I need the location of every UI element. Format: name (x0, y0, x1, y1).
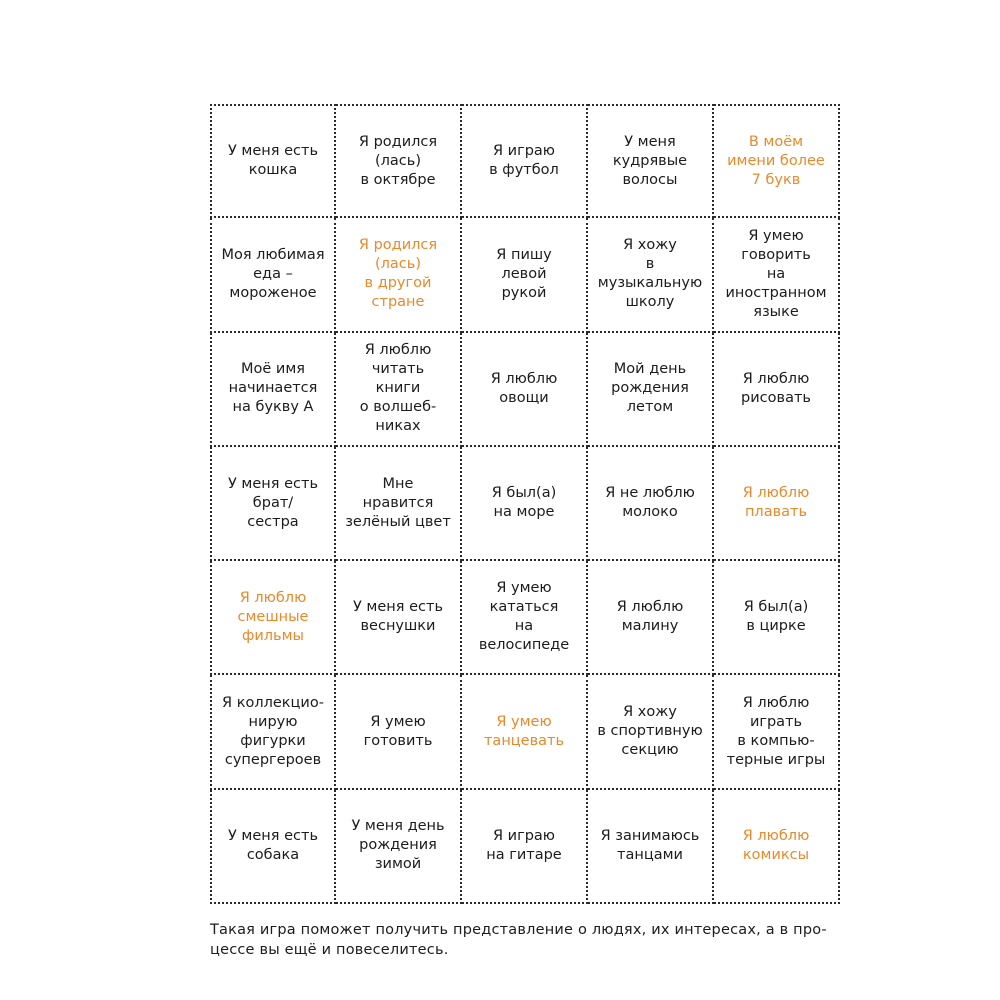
bingo-cell-text: Я люблю овощи (490, 370, 558, 406)
bingo-cell (588, 333, 714, 447)
bingo-cell (462, 104, 588, 218)
bingo-cell-text: Я играю в футбол (489, 143, 559, 179)
bingo-cell (336, 218, 462, 332)
bingo-cell-text: У меня есть веснушки (352, 599, 443, 635)
bingo-cell-text: У меня есть собака (227, 827, 318, 863)
bingo-cell-text: Я умею кататься на велосипеде (478, 580, 570, 654)
bingo-cell-text: Я люблю малину (616, 599, 684, 635)
bingo-cell-text: Я умею говорить на иностранном языке (725, 227, 827, 320)
bingo-cell (588, 675, 714, 789)
bingo-cell (210, 333, 336, 447)
bingo-cell-text: Я был(а) на море (491, 485, 557, 521)
bingo-cell-text: Я не люблю молоко (605, 485, 695, 521)
bingo-cell (588, 790, 714, 904)
bingo-cell-text: У меня есть брат/ сестра (227, 475, 318, 530)
bingo-cell (210, 447, 336, 561)
bingo-cell (462, 561, 588, 675)
bingo-cell-text: Я родился (лась) в октябре (358, 133, 438, 188)
bingo-cell-text: Мне нравится зелёный цвет (345, 475, 451, 530)
bingo-cell-text: Я родился (лась) в другой стране (358, 237, 438, 311)
bingo-cell-text: Я был(а) в цирке (743, 599, 809, 635)
bingo-cell-text: Я умею готовить (363, 713, 433, 749)
bingo-cell-text: В моём имени более 7 букв (727, 133, 825, 188)
bingo-cell (588, 218, 714, 332)
bingo-cell (210, 218, 336, 332)
bingo-cell-text: У меня есть кошка (227, 143, 318, 179)
bingo-cell-text: У меня день рождения зимой (351, 818, 445, 873)
bingo-cell (714, 333, 840, 447)
bingo-cell-text: У меня кудрявые волосы (612, 133, 688, 188)
bingo-cell-text: Моя любимая еда – мороженое (221, 246, 325, 301)
bingo-cell-text: Я играю на гитаре (486, 827, 562, 863)
bingo-cell (462, 790, 588, 904)
bingo-cell (210, 790, 336, 904)
bingo-cell (462, 675, 588, 789)
bingo-grid (210, 104, 840, 904)
bingo-cell-text: Я хожу в музыкальную школу (597, 237, 703, 311)
bingo-cell-text: Я пишу левой рукой (496, 246, 552, 301)
bingo-cell-text: Я хожу в спортивную секцию (597, 704, 703, 759)
bingo-cell-text: Я коллекцио- нирую фигурки супергероев (222, 694, 324, 768)
bingo-cell (714, 790, 840, 904)
bingo-cell (336, 447, 462, 561)
bingo-cell-text: Моё имя начинается на букву А (228, 361, 318, 416)
bingo-cell (714, 218, 840, 332)
bingo-cell (336, 333, 462, 447)
bingo-cell-text: Я люблю играть в компью- терные игры (726, 694, 826, 768)
bingo-cell-text: Я люблю рисовать (741, 370, 811, 406)
bingo-cell (714, 561, 840, 675)
bingo-cell-text: Я люблю смешные фильмы (237, 589, 309, 644)
bingo-cell-text: Я люблю читать книги о волшеб- никах (359, 342, 437, 435)
bingo-cell-text: Мой день рождения летом (611, 361, 689, 416)
bingo-cell-text: Я люблю плавать (742, 485, 810, 521)
bingo-cell (336, 675, 462, 789)
bingo-cell (210, 561, 336, 675)
bingo-cell (462, 218, 588, 332)
bingo-cell (210, 104, 336, 218)
bingo-cell (714, 447, 840, 561)
bingo-cell (588, 104, 714, 218)
bingo-cell (714, 675, 840, 789)
bingo-cell (588, 447, 714, 561)
bingo-cell (336, 561, 462, 675)
bingo-cell-text: Я умею танцевать (483, 713, 565, 749)
bingo-cell (588, 561, 714, 675)
bingo-cell (336, 104, 462, 218)
bingo-cell (462, 333, 588, 447)
bingo-cell (462, 447, 588, 561)
bingo-cell-text: Я занимаюсь танцами (600, 827, 700, 863)
caption-text: Такая игра поможет получить представление о людях, их интересах, а в про- цессе вы ещё и повеселитесь. (210, 922, 827, 958)
bingo-cell (210, 675, 336, 789)
bingo-cell (714, 104, 840, 218)
bingo-cell-text: Я люблю комиксы (742, 827, 810, 863)
bingo-cell (336, 790, 462, 904)
